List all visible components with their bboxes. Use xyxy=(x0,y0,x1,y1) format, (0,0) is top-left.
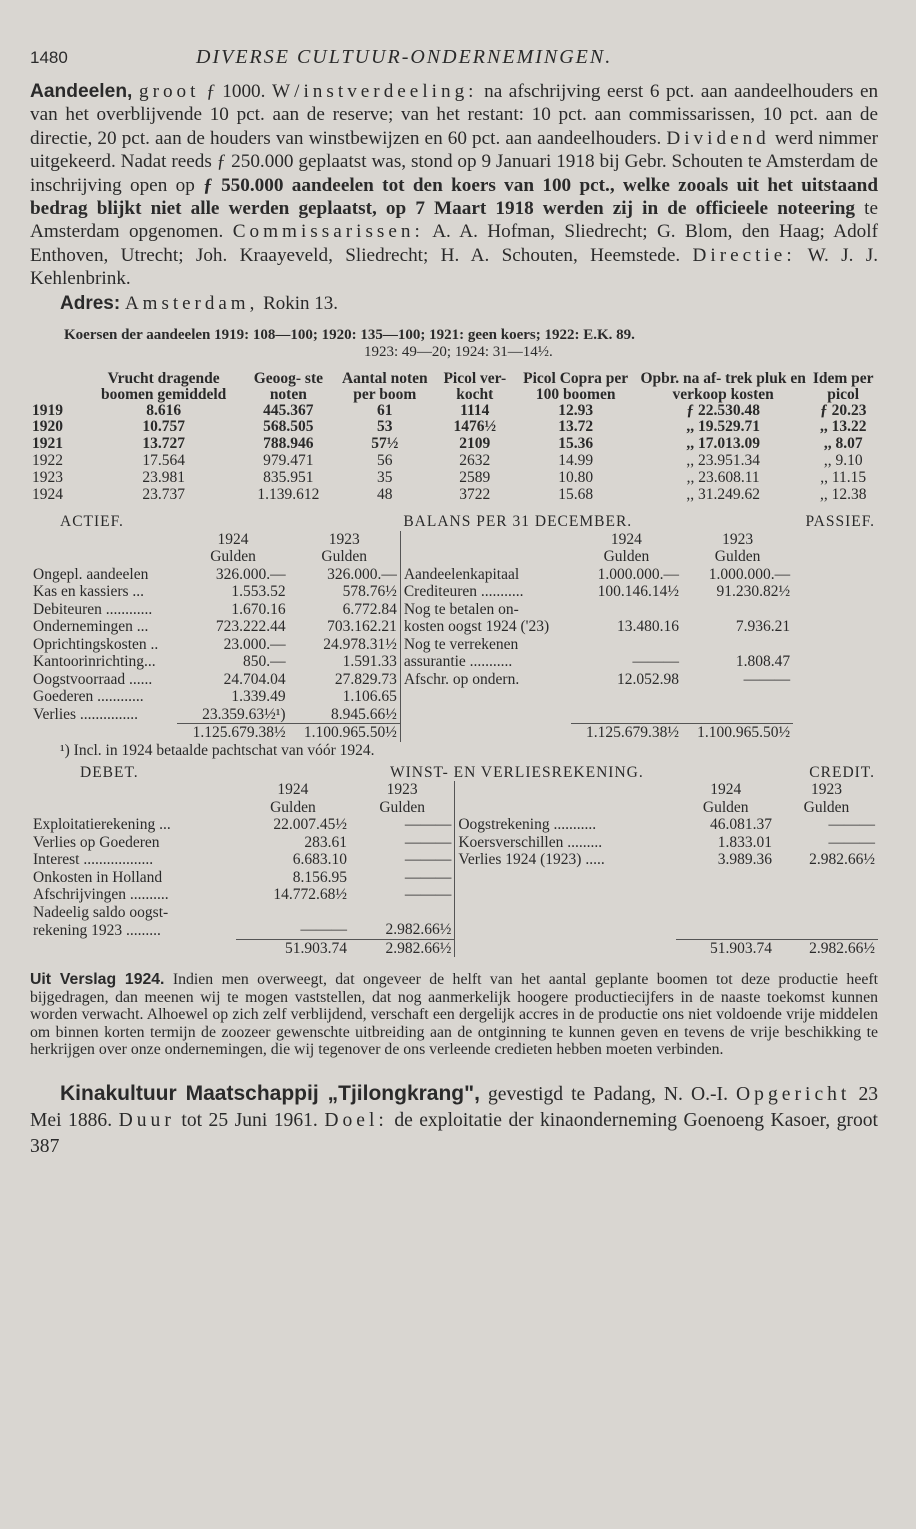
label-dividend: Dividend xyxy=(666,127,770,149)
winst-cell: 8.156.95 xyxy=(292,868,347,886)
stats-year: 1922 xyxy=(32,452,63,470)
winst-cell xyxy=(775,921,878,939)
year: 1924 xyxy=(277,781,309,799)
stats-header: Picol Copra per 100 boomen xyxy=(523,369,629,403)
stats-cell: 835.951 xyxy=(263,468,314,486)
balans-row xyxy=(30,566,878,584)
balans-cell: 6.772.84 xyxy=(289,601,401,619)
winst-cell xyxy=(676,921,775,939)
winst-cell xyxy=(455,904,677,922)
balans-cell: 1.000.000.— xyxy=(708,565,791,583)
stats-cell: ,, 17.013.09 xyxy=(686,435,760,453)
winst-row xyxy=(30,869,878,887)
balans-total: 1.100.965.50½ xyxy=(289,724,401,742)
winst-cell: ——— xyxy=(350,886,455,904)
text-subscription: ƒ 550.000 aandeelen tot den koers van 100 pct., welke zooals uit het uitstaand bedrag blijkt niet alle werden geplaatst, op 7 Maart 1918 werden zij in de officieele noteering xyxy=(30,174,879,220)
balance-right-label: PASSIEF. xyxy=(805,513,875,531)
winst-cell: 3.989.36 xyxy=(717,851,772,869)
stats-cell: 17.564 xyxy=(142,452,185,470)
company-title: Kinakultuur Maatschappij „Tjilongkrang", xyxy=(60,1081,480,1105)
label-adres: Adres: xyxy=(60,292,121,314)
stats-cell: ,, 23.608.11 xyxy=(686,468,760,486)
winst-cell: 14.772.68½ xyxy=(273,886,347,904)
stats-cell: 788.946 xyxy=(263,435,314,453)
stats-header: Opbr. na af- trek pluk en verkoop kosten xyxy=(640,369,806,403)
text-share-size: ƒ 1000. xyxy=(206,81,266,102)
winst-cell: ——— xyxy=(350,869,455,887)
winst-cell: ——— xyxy=(828,833,875,851)
winst-cell: ——— xyxy=(350,851,455,869)
winst-row xyxy=(30,834,878,852)
stats-cell: 56 xyxy=(377,452,393,470)
year: 1923 xyxy=(811,781,842,799)
balance-title-row xyxy=(30,513,878,531)
stats-cell: 2589 xyxy=(459,468,491,486)
balance-sheet xyxy=(30,513,878,742)
balans-total: 1.125.679.38½ xyxy=(177,724,288,742)
stats-year: 1919 xyxy=(32,401,63,419)
stats-header: Idem per picol xyxy=(812,369,874,403)
winst-cell xyxy=(455,921,677,939)
balans-total xyxy=(400,724,570,742)
stats-cell: 445.367 xyxy=(263,401,314,419)
winst-cell: Verlies 1924 (1923) ..... xyxy=(458,851,605,869)
balans-cell: 1.670.16 xyxy=(231,600,286,618)
balance-years-row xyxy=(30,531,878,549)
winst-cell xyxy=(775,869,878,887)
balans-cell: assurantie ........... xyxy=(403,653,513,671)
label-commissarissen: Commissarissen: xyxy=(232,221,424,243)
share-prices xyxy=(64,327,878,361)
balans-cell xyxy=(571,688,682,706)
pl-left-label: DEBET. xyxy=(80,763,139,781)
label-winstverdeeling: W/instverdeeling: xyxy=(272,81,478,102)
pl-years-row xyxy=(30,781,878,799)
balans-cell: 850.— xyxy=(242,653,286,671)
balans-cell: 24.978.31½ xyxy=(289,636,401,654)
balans-cell: 1.339.49 xyxy=(231,688,286,706)
winst-cell: ——— xyxy=(300,921,347,939)
stats-cell: 48 xyxy=(377,485,393,503)
winst-cell xyxy=(455,869,677,887)
page-number: 1480 xyxy=(30,48,68,67)
balans-row xyxy=(30,601,878,619)
winst-cell xyxy=(676,869,775,887)
stats-cell: ƒ 20.23 xyxy=(819,401,867,419)
stats-cell: 979.471 xyxy=(263,452,314,470)
winst-cell: 6.683.10 xyxy=(292,851,347,869)
stats-cell: ,, 31.249.62 xyxy=(686,485,760,503)
unit: Gulden xyxy=(210,548,256,566)
balans-cell: 1.591.33 xyxy=(289,653,401,671)
company-description xyxy=(30,80,878,291)
winst-cell: ——— xyxy=(350,834,455,852)
balans-cell: Goederen ............ xyxy=(33,688,144,706)
balans-total: 1.100.965.50½ xyxy=(682,724,793,742)
balans-row xyxy=(30,671,878,689)
pl-title: WINST- EN VERLIESREKENING. xyxy=(389,763,644,781)
stats-cell: 57½ xyxy=(371,435,399,453)
winst-cell: 283.61 xyxy=(304,833,347,851)
unit: Gulden xyxy=(714,548,761,566)
label-opgericht: Opgericht xyxy=(736,1083,851,1105)
winst-cell: Interest .................. xyxy=(33,851,154,869)
balans-cell xyxy=(571,706,682,724)
stats-cell: ,, 9.10 xyxy=(823,452,863,470)
company-purpose: de exploitatie der kinaonderneming Goenoeng Kasoer, groot 387 xyxy=(30,1109,878,1157)
stats-cell: 14.99 xyxy=(558,452,594,470)
year: 1924 xyxy=(217,530,249,548)
unit: Gulden xyxy=(603,548,650,566)
stats-header: Geoog- ste noten xyxy=(253,369,323,403)
balans-cell: Ongepl. aandeelen xyxy=(33,565,149,583)
winst-cell xyxy=(455,886,677,904)
address-line xyxy=(60,293,878,315)
stats-year: 1920 xyxy=(32,418,63,436)
stats-cell: 1.139.612 xyxy=(257,485,320,503)
stats-cell: 1476½ xyxy=(453,418,497,436)
pl-right-label: CREDIT. xyxy=(809,763,875,781)
stats-cell: 2632 xyxy=(459,452,491,470)
winst-cell: 46.081.37 xyxy=(710,816,772,834)
winst-total: 2.982.66½ xyxy=(350,939,455,957)
duration: tot 25 Juni 1961. xyxy=(181,1109,318,1131)
balans-total: 1.125.679.38½ xyxy=(571,724,682,742)
page-header xyxy=(30,40,878,80)
winst-cell: 2.982.66½ xyxy=(350,921,455,939)
stats-cell: 23.737 xyxy=(142,485,185,503)
unit: Gulden xyxy=(702,798,749,816)
label-aandeelen: Aandeelen, xyxy=(30,81,133,102)
stats-cell: ,, 12.38 xyxy=(819,485,867,503)
year: 1924 xyxy=(710,781,742,799)
balans-cell: 7.936.21 xyxy=(735,618,791,636)
balans-row xyxy=(30,636,878,654)
label-verslag: Uit Verslag 1924. xyxy=(30,971,165,989)
stats-row xyxy=(30,470,878,487)
stats-cell: 61 xyxy=(377,401,393,419)
balans-cell: 1.553.52 xyxy=(231,583,286,601)
label-groot: groot xyxy=(138,81,200,102)
stats-header: Aantal noten per boom xyxy=(341,369,428,403)
stats-cell: 568.505 xyxy=(263,418,314,436)
stats-cell: 13.727 xyxy=(142,435,185,453)
winst-row xyxy=(30,921,878,939)
text-profit-distribution: na afschrijving eerst 6 pct. aan aandeelhouders en van het overblijvende 10 pct. aan de reserve; van het restant: 10 pct. aan commissarissen, 10 pct. aan de directie, 20 pct. aan de houders van winstbewijzen en 60 pct. aan aandeelhouders. xyxy=(30,81,879,149)
balans-row xyxy=(30,583,878,601)
balans-cell: kosten oogst 1924 ('23) xyxy=(403,618,550,636)
stats-cell: 3722 xyxy=(459,485,491,503)
balans-cell: 1.808.47 xyxy=(735,653,791,671)
profit-loss-account xyxy=(30,764,878,958)
stats-header: Picol ver- kocht xyxy=(443,369,507,403)
balans-cell: 23.359.63½¹) xyxy=(202,705,286,723)
address-city: Amsterdam, xyxy=(124,292,259,314)
winst-cell: Koersverschillen ......... xyxy=(458,833,603,851)
balans-row xyxy=(30,688,878,706)
running-title: DIVERSE CULTUUR-ONDERNEMINGEN. xyxy=(196,46,613,68)
balans-cell: 12.052.98 xyxy=(616,670,679,688)
winst-total xyxy=(455,939,677,957)
text-listing: te Amsterdam opgenomen. xyxy=(30,198,878,243)
balans-cell: 91.230.82½ xyxy=(716,583,791,601)
winst-row xyxy=(30,886,878,904)
winst-cell: rekening 1923 ......... xyxy=(33,921,161,939)
balans-cell xyxy=(682,688,793,706)
winst-cell: 22.007.45½ xyxy=(273,816,347,834)
stats-row xyxy=(30,487,878,504)
balans-cell xyxy=(571,636,682,654)
balans-cell: 27.829.73 xyxy=(289,671,401,689)
balans-cell: 578.76½ xyxy=(289,583,401,601)
winst-total: 2.982.66½ xyxy=(775,939,878,957)
unit: Gulden xyxy=(270,798,316,816)
stats-cell: 35 xyxy=(377,468,393,486)
stats-cell: ƒ 22.530.48 xyxy=(686,401,760,419)
winst-cell xyxy=(236,904,350,922)
winst-cell: Onkosten in Holland xyxy=(33,868,163,886)
winst-cell: Verlies op Goederen xyxy=(33,833,160,851)
label-doel: Doel: xyxy=(324,1109,388,1131)
balance-footnote: ¹) Incl. in 1924 betaalde pachtschat van vóór 1924. xyxy=(60,741,375,759)
balans-cell: 24.704.04 xyxy=(223,670,286,688)
stats-cell: 15.68 xyxy=(558,485,594,503)
balans-cell: ——— xyxy=(743,670,791,688)
winst-cell: Afschrijvingen .......... xyxy=(33,886,169,904)
stats-year: 1923 xyxy=(32,468,63,486)
balans-totals-row xyxy=(30,724,878,742)
balans-cell: 1.106.65 xyxy=(289,688,401,706)
balans-cell: Afschr. op ondern. xyxy=(403,670,520,688)
stats-cell: 10.80 xyxy=(558,468,594,486)
stats-year: 1921 xyxy=(32,435,63,453)
stats-cell: ,, 8.07 xyxy=(823,435,863,453)
balans-cell: 23.000.— xyxy=(223,635,286,653)
balans-cell xyxy=(682,636,793,654)
stats-cell: 10.757 xyxy=(142,418,185,436)
stats-row xyxy=(30,419,878,436)
stats-header: Vrucht dragende boomen gemiddeld xyxy=(100,369,227,403)
stats-cell: ,, 23.951.34 xyxy=(686,452,760,470)
founding-date: 23 Mei 1886. xyxy=(30,1083,879,1131)
winst-cell: Oogstrekening ........... xyxy=(458,816,597,834)
winst-cell xyxy=(775,886,878,904)
stats-cell: 2109 xyxy=(459,435,491,453)
unit: Gulden xyxy=(803,798,850,816)
winst-cell: 1.833.01 xyxy=(717,833,772,851)
balans-cell: Kas en kassiers ... xyxy=(33,583,145,601)
stats-cell: 8.616 xyxy=(146,401,182,419)
balans-cell: Nog te verrekenen xyxy=(403,635,519,653)
balans-cell: Debiteuren ............ xyxy=(33,600,153,618)
text-commissioners: A. A. Hofman, Sliedrecht; G. Blom, den Haag; Adolf Enthoven, Utrecht; Joh. Kraayeveld, Sliedrecht; H. A. Schouten, Heemstede. xyxy=(30,221,878,266)
balans-cell: 326.000.— xyxy=(289,566,401,584)
balans-cell: Oprichtingskosten .. xyxy=(33,635,159,653)
balans-cell: Ondernemingen ... xyxy=(33,618,149,636)
balans-cell: 1.000.000.— xyxy=(597,565,679,583)
balans-cell xyxy=(682,706,793,724)
stats-year: 1924 xyxy=(32,485,63,503)
year: 1924 xyxy=(610,530,642,548)
balans-row xyxy=(30,653,878,671)
winst-row xyxy=(30,816,878,834)
winst-cell xyxy=(676,886,775,904)
pl-title-row xyxy=(30,764,878,782)
stats-cell: 53 xyxy=(377,418,393,436)
winst-cell: Exploitatierekening ... xyxy=(33,816,171,834)
balans-cell xyxy=(682,601,793,619)
year: 1923 xyxy=(722,530,754,548)
winst-row xyxy=(30,904,878,922)
balans-cell: Kantoorinrichting... xyxy=(33,653,156,671)
stats-cell: ,, 19.529.71 xyxy=(686,418,760,436)
balans-cell xyxy=(400,688,570,706)
balans-cell: 723.222.44 xyxy=(215,618,286,636)
balans-total xyxy=(30,724,177,742)
balans-cell: Verlies ............... xyxy=(33,706,139,724)
balans-cell xyxy=(571,601,682,619)
pl-unit-row xyxy=(30,799,878,817)
balance-title: BALANS PER 31 DECEMBER. xyxy=(403,513,633,531)
stats-cell: 23.981 xyxy=(142,468,185,486)
stats-cell: ,, 13.22 xyxy=(819,418,867,436)
winst-cell: ——— xyxy=(350,816,455,834)
unit: Gulden xyxy=(350,799,455,817)
balans-cell: 13.480.16 xyxy=(616,618,679,636)
text-dividend: werd nimmer uitgekeerd. Nadat reeds ƒ 250.000 geplaatst was, stond op 9 Januari 1918 bij Gebr. Schouten te Amsterdam de inschrijving open op xyxy=(30,127,879,196)
winst-cell xyxy=(676,904,775,922)
balans-row xyxy=(30,618,878,636)
verslag-text: Indien men overweegt, dat ongeveer de helft van het aantal geplante boomen tot deze productie heeft bijgedragen, dan meenen wij te mogen vaststellen, dat nog aanmerkelijk hoogere productiecijfers in de naaste toekomst kunnen worden verwacht. Alhoewel op zich zelf verblijdend, verschaft een dergelijk accres in de productie ons niet voldoende vrije middelen om binnen korten termijn de zoozeer gewenschte uitbreiding aan de ontginning te kunnen geven en tevens de vrije beschikking te herkrijgen over onze ondernemingen, die wij tegenover de ons verleende credieten hebben moeten verbinden. xyxy=(30,971,879,1059)
stats-cell: 1114 xyxy=(460,401,490,419)
label-duur: Duur xyxy=(118,1109,175,1131)
stats-header-row xyxy=(30,371,878,403)
winst-total: 51.903.74 xyxy=(676,939,775,957)
winst-totals-row xyxy=(30,939,878,957)
balance-left-label: ACTIEF. xyxy=(60,513,124,531)
year: 1923 xyxy=(289,531,401,549)
winst-total xyxy=(30,939,236,957)
share-prices-line-1: Koersen der aandeelen 1919: 108—100; 1920: 135—100; 1921: geen koers; 1922: E.K. 89. xyxy=(64,326,635,343)
share-prices-line-2: 1923: 49—20; 1924: 31—14½. xyxy=(364,343,553,360)
balans-cell: ——— xyxy=(632,653,679,671)
label-directie: Directie: xyxy=(692,244,796,266)
balans-cell xyxy=(400,706,570,724)
stats-header xyxy=(30,371,84,403)
unit: Gulden xyxy=(289,548,401,566)
next-company-entry xyxy=(30,1081,878,1160)
stats-row xyxy=(30,436,878,453)
stats-cell: 12.93 xyxy=(558,401,594,419)
winst-cell: Nadeelig saldo oogst- xyxy=(33,903,169,921)
winst-cell xyxy=(350,904,455,922)
balance-unit-row xyxy=(30,548,878,566)
balans-cell: 100.146.14½ xyxy=(597,583,679,601)
balans-cell: Crediteuren ........... xyxy=(403,583,524,601)
annual-report-excerpt xyxy=(30,971,878,1059)
company-seat: gevestigd te Padang, N. O.-I. xyxy=(487,1083,728,1105)
year: 1923 xyxy=(350,781,455,799)
stats-row xyxy=(30,403,878,420)
balans-cell: 703.162.21 xyxy=(289,618,401,636)
balans-row xyxy=(30,706,878,724)
text-directors: W. J. J. Kehlenbrink. xyxy=(30,244,879,290)
winst-cell: 2.982.66½ xyxy=(809,851,875,869)
winst-total: 51.903.74 xyxy=(236,939,350,957)
balans-cell: Aandeelenkapitaal xyxy=(403,565,520,583)
winst-cell: ——— xyxy=(828,816,875,834)
stats-cell: 15.36 xyxy=(558,435,594,453)
winst-row xyxy=(30,851,878,869)
balans-cell: 326.000.— xyxy=(215,565,286,583)
stats-cell: ,, 11.15 xyxy=(820,468,867,486)
balans-cell: Nog te betalen on- xyxy=(403,600,519,618)
address-street: Rokin 13. xyxy=(263,292,339,314)
production-stats-table xyxy=(30,371,878,504)
stats-row xyxy=(30,453,878,470)
balans-cell: Oogstvoorraad ...... xyxy=(33,670,153,688)
balans-cell: 8.945.66½ xyxy=(289,706,401,724)
stats-cell: 13.72 xyxy=(558,418,594,436)
winst-cell xyxy=(775,904,878,922)
